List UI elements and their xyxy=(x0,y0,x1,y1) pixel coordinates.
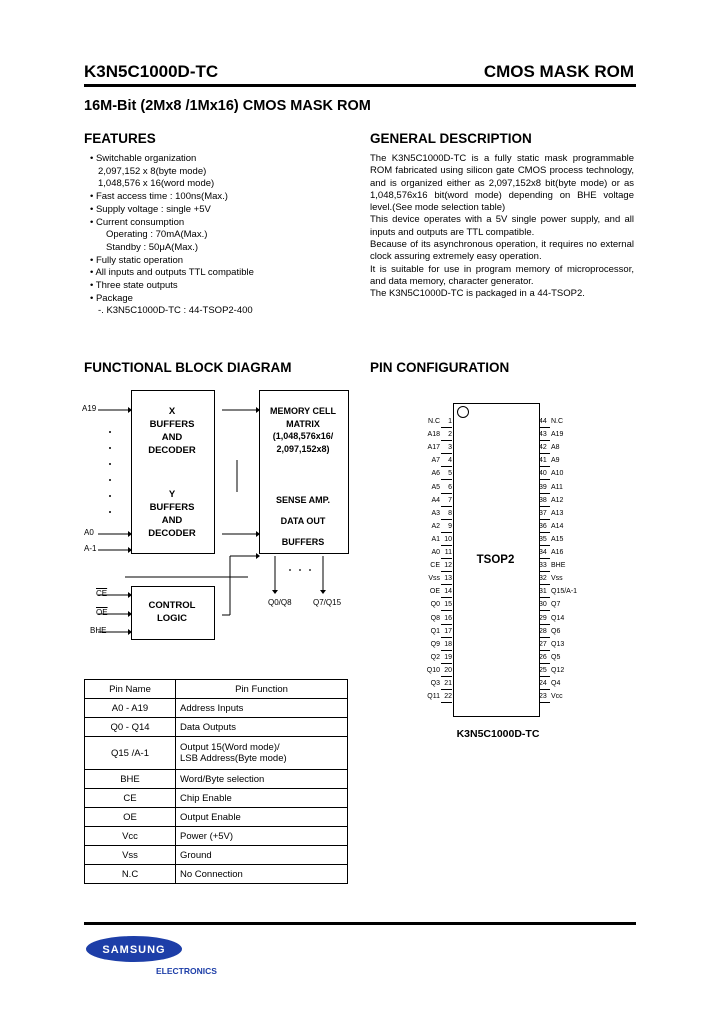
pin-name-left: Q9 xyxy=(430,640,440,648)
table-row xyxy=(85,699,348,718)
pin-name-left: N.C xyxy=(427,418,440,425)
signal-q7-q15: Q7/Q15 xyxy=(313,598,342,607)
general-description-title: GENERAL DESCRIPTION xyxy=(370,131,532,146)
pin-function-line: No Connection xyxy=(180,868,243,880)
pin-number-right: 37 xyxy=(539,509,550,520)
table-row xyxy=(85,789,348,808)
pin-number-left: 5 xyxy=(441,469,452,480)
pin-number-right: 35 xyxy=(539,535,550,546)
description-paragraph: The K3N5C1000D-TC is a fully static mask programmable ROM fabricated using silicon gate CMOS process technology, and is organized either as 2,097,152x8 bit(byte mode) or as 1,048,576x16 bit(word mode) depending on BHE voltage level.(See mode selection table) xyxy=(370,153,634,214)
feature-line: -. K3N5C1000D-TC : 44-TSOP2-400 xyxy=(98,305,253,317)
pin-number-left: 16 xyxy=(441,614,452,625)
pin-number-left: 13 xyxy=(441,574,452,585)
pin-name-left: A2 xyxy=(431,522,440,530)
pin-number-left: 22 xyxy=(441,692,452,703)
pin-name-left: Q8 xyxy=(430,614,440,622)
pin-name-left: A7 xyxy=(431,457,440,465)
pin-number-left: 19 xyxy=(441,653,452,664)
table-row xyxy=(85,865,348,884)
block-text-line: MATRIX xyxy=(286,418,320,429)
pin-number-right: 38 xyxy=(539,496,550,507)
samsung-electronics-text: ELECTRONICS xyxy=(156,966,217,976)
pin-name-cell: A0 - A19 xyxy=(85,699,176,718)
pin-function-cell xyxy=(176,827,348,846)
pin-name-right: Q12 xyxy=(551,666,565,674)
package-label: TSOP2 xyxy=(476,554,515,566)
pin-function-header: Pin Function xyxy=(176,680,348,699)
pin-function-line: Address Inputs xyxy=(180,702,244,714)
pin-number-left: 14 xyxy=(441,587,452,598)
pin-name-cell: OE xyxy=(85,808,176,827)
features-list xyxy=(84,153,354,318)
pin-name-right: Vss xyxy=(551,575,563,583)
pin-function-line: Ground xyxy=(180,849,212,861)
pin-number-right: 31 xyxy=(539,587,550,598)
description-paragraph: This device operates with a 5V single power supply, and all inputs and outputs are TTL compatible. xyxy=(370,214,634,238)
pin-number-right: 25 xyxy=(539,666,550,677)
pin-function-cell xyxy=(176,808,348,827)
pin-number-right: 28 xyxy=(539,627,550,638)
pin-number-right: 23 xyxy=(539,692,550,703)
pin-number-right: 42 xyxy=(539,443,550,454)
pin-function-cell xyxy=(176,789,348,808)
bottom-rule xyxy=(84,922,636,925)
pin-number-right: 33 xyxy=(539,561,550,572)
pin-name-left: Q10 xyxy=(426,666,440,674)
pin-name-left: Vss xyxy=(428,575,440,583)
block-text-line: AND xyxy=(161,432,183,443)
feature-line: • All inputs and outputs TTL compatible xyxy=(90,267,254,279)
block-text-line: DECODER xyxy=(148,445,196,456)
feature-line: • Three state outputs xyxy=(90,280,178,292)
feature-line: • Switchable organization xyxy=(90,153,197,164)
pin-function-line: Data Outputs xyxy=(180,721,236,733)
pin-name-cell: CE xyxy=(85,789,176,808)
pin-function-cell xyxy=(176,737,348,770)
description-paragraph: The K3N5C1000D-TC is packaged in a 44-TSOP2. xyxy=(370,288,585,300)
pin-function-line: Chip Enable xyxy=(180,792,232,804)
description-paragraph: It is suitable for use in program memory of microprocessor, and data memory, character generator. xyxy=(370,263,634,287)
top-rule xyxy=(84,84,636,87)
pin-function-cell xyxy=(176,699,348,718)
description-paragraph: Because of its asynchronous operation, it requires no external clock assuring extremely easy operation. xyxy=(370,239,634,263)
pin-name-right: A19 xyxy=(551,431,564,439)
pin-number-left: 10 xyxy=(441,535,452,546)
pin-number-left: 7 xyxy=(441,496,452,507)
pin-name-left: Q2 xyxy=(430,653,440,661)
features-title: FEATURES xyxy=(84,131,156,146)
pin-function-cell xyxy=(176,718,348,737)
block-text-line: SENSE AMP. xyxy=(275,495,331,505)
signal-bhe: BHE xyxy=(90,626,107,635)
pin-number-left: 17 xyxy=(441,627,452,638)
pin-function-line: Output 15(Word mode)/ xyxy=(180,742,280,753)
pin-name-right: Q5 xyxy=(551,653,561,661)
pin-table-header xyxy=(85,680,348,699)
table-row xyxy=(85,770,348,789)
signal-a-minus1: A-1 xyxy=(84,544,97,553)
y-decoder-label: Y BUFFERS AND DECODER xyxy=(131,488,213,540)
pin-name-left: Q0 xyxy=(430,601,440,609)
pin-name-right: A8 xyxy=(551,444,560,452)
document-subtitle: 16M-Bit (2Mx8 /1Mx16) CMOS MASK ROM xyxy=(84,98,371,114)
table-row xyxy=(85,846,348,865)
pin-name-right: Q14 xyxy=(551,614,565,622)
block-text-line: DATA OUT xyxy=(280,516,326,526)
pin-number-left: 2 xyxy=(441,430,452,441)
pin-number-left: 11 xyxy=(441,548,452,559)
pin-name-left: Q3 xyxy=(430,680,440,687)
pin-name-left: A6 xyxy=(431,470,440,478)
pin-name-cell: Vcc xyxy=(85,827,176,846)
block-text-line: LOGIC xyxy=(156,613,188,624)
pin-number-left: 12 xyxy=(441,561,452,572)
pin-number-right: 27 xyxy=(539,640,550,651)
pin-name-left: A17 xyxy=(427,444,440,452)
pin-function-line: Word/Byte selection xyxy=(180,773,265,785)
pin-name-cell: N.C xyxy=(85,865,176,884)
pin-function-line: Power (+5V) xyxy=(180,830,234,842)
pin-name-header: Pin Name xyxy=(85,680,176,699)
pin-function-cell xyxy=(176,846,348,865)
pin-number-left: 6 xyxy=(441,483,452,494)
signal-oe: $\overline{OE}$ xyxy=(96,608,108,617)
pin-name-cell: Q15 /A-1 xyxy=(85,737,176,770)
pin-name-left: A5 xyxy=(431,483,440,491)
pin-number-right: 41 xyxy=(539,456,550,467)
pin-name-left: Q11 xyxy=(427,693,440,701)
pin-function-table xyxy=(84,679,348,884)
block-diagram-title: FUNCTIONAL BLOCK DIAGRAM xyxy=(84,360,292,375)
feature-line: 1,048,576 x 16(word mode) xyxy=(98,178,215,190)
pin-function-cell xyxy=(176,770,348,789)
block-text-line: 2,097,152x8) xyxy=(276,443,330,454)
feature-line: Standby : 50μA(Max.) xyxy=(106,241,199,253)
pin-number-left: 3 xyxy=(441,443,452,454)
pin-name-left: CE xyxy=(430,562,440,570)
table-row xyxy=(85,808,348,827)
pin-number-left: 20 xyxy=(441,666,452,677)
block-text-line: DECODER xyxy=(148,528,196,539)
block-text-line: MEMORY CELL xyxy=(269,406,336,416)
pin-number-left: 1 xyxy=(441,417,452,428)
pin-name-left: A0 xyxy=(431,549,440,556)
pin-config-caption: K3N5C1000D-TC xyxy=(456,728,540,740)
pin-number-left: 9 xyxy=(441,522,452,533)
feature-line: • Fully static operation xyxy=(90,254,184,266)
block-text-line: BUFFERS xyxy=(281,537,325,547)
pin-name-right: Q4 xyxy=(551,680,561,687)
pin-name-right: BHE xyxy=(551,562,566,570)
pin-name-left: A1 xyxy=(431,535,440,543)
pin-number-right: 34 xyxy=(539,548,550,559)
block-text-line: BUFFERS xyxy=(149,502,195,513)
feature-line: • Supply voltage : single +5V xyxy=(90,203,211,215)
pin-number-right: 40 xyxy=(539,469,550,480)
memory-matrix-label xyxy=(259,405,347,455)
general-description-body xyxy=(370,153,634,301)
device-type: CMOS MASK ROM xyxy=(483,62,634,81)
pin-name-cell: Vss xyxy=(85,846,176,865)
table-row xyxy=(85,718,348,737)
table-row xyxy=(85,737,348,770)
feature-line: • Current consumption xyxy=(90,216,185,228)
pin-name-left: Q1 xyxy=(430,627,440,635)
pin-name-right: Q13 xyxy=(551,640,565,648)
pin-number-left: 15 xyxy=(441,600,452,611)
block-text-line: CONTROL xyxy=(148,600,196,611)
sense-amp-label xyxy=(259,490,347,553)
pin-number-right: 26 xyxy=(539,653,550,664)
pin-name-right: A10 xyxy=(551,470,564,478)
pin-number-left: 21 xyxy=(441,679,452,690)
pin-name-right: A16 xyxy=(551,549,564,556)
feature-line: Operating : 70mA(Max.) xyxy=(106,229,208,241)
pin-number-right: 39 xyxy=(539,483,550,494)
pin-number-right: 24 xyxy=(539,679,550,690)
block-text-line: BUFFERS xyxy=(149,419,195,430)
pin-name-right: A11 xyxy=(551,483,563,491)
part-number: K3N5C1000D-TC xyxy=(84,62,219,81)
pin-name-right: Q7 xyxy=(551,601,561,609)
samsung-logo xyxy=(84,934,184,969)
pin1-marker xyxy=(457,406,469,418)
pin-number-right: 43 xyxy=(539,430,550,441)
pin-name-cell: BHE xyxy=(85,770,176,789)
svg-text:SAMSUNG: SAMSUNG xyxy=(102,944,166,956)
pin-name-right: A12 xyxy=(551,496,564,504)
pin-configuration-title: PIN CONFIGURATION xyxy=(370,360,510,375)
samsung-logo-mark xyxy=(84,934,184,964)
pin-function-line: Output Enable xyxy=(180,811,241,823)
pin-number-left: 18 xyxy=(441,640,452,651)
pin-name-right: Vcc xyxy=(551,693,563,701)
x-decoder-label: X BUFFERS AND DECODER xyxy=(131,405,213,457)
pin-function-cell xyxy=(176,865,348,884)
pin-number-left: 8 xyxy=(441,509,452,520)
table-row xyxy=(85,827,348,846)
pin-name-right: A14 xyxy=(551,522,564,530)
feature-line: 2,097,152 x 8(byte mode) xyxy=(98,165,207,177)
feature-line: • Package xyxy=(90,292,133,304)
pin-name-right: Q6 xyxy=(551,627,561,635)
feature-line: • Fast access time : 100ns(Max.) xyxy=(90,191,228,203)
pin-function-line: LSB Address(Byte mode) xyxy=(180,753,287,764)
pin-number-right: 29 xyxy=(539,614,550,625)
signal-q0-q8: Q0/Q8 xyxy=(268,598,292,607)
pin-name-left: A3 xyxy=(431,509,440,517)
signal-a19: A19 xyxy=(82,404,97,413)
pin-number-right: 44 xyxy=(539,417,550,428)
block-text-line: (1,048,576x16/ xyxy=(272,431,334,441)
pin-number-left: 4 xyxy=(441,456,452,467)
pin-name-right: A15 xyxy=(551,535,564,543)
pin-number-right: 30 xyxy=(539,600,550,611)
signal-a0: A0 xyxy=(84,528,94,537)
pin-number-right: 32 xyxy=(539,574,550,585)
pin-name-left: OE xyxy=(429,588,440,596)
pin-name-left: A4 xyxy=(431,496,440,504)
block-text-line: AND xyxy=(161,515,183,526)
pin-name-cell: Q0 - Q14 xyxy=(85,718,176,737)
control-logic-label xyxy=(131,599,213,625)
signal-ce: $\overline{CE}$ xyxy=(96,589,108,598)
pin-name-right: A9 xyxy=(551,457,560,465)
pin-name-right: A13 xyxy=(551,509,564,517)
pin-name-right: Q15/A-1 xyxy=(551,588,578,596)
pin-number-right: 36 xyxy=(539,522,550,533)
pin-name-right: N.C xyxy=(551,418,564,425)
pin-name-left: A18 xyxy=(427,431,440,439)
